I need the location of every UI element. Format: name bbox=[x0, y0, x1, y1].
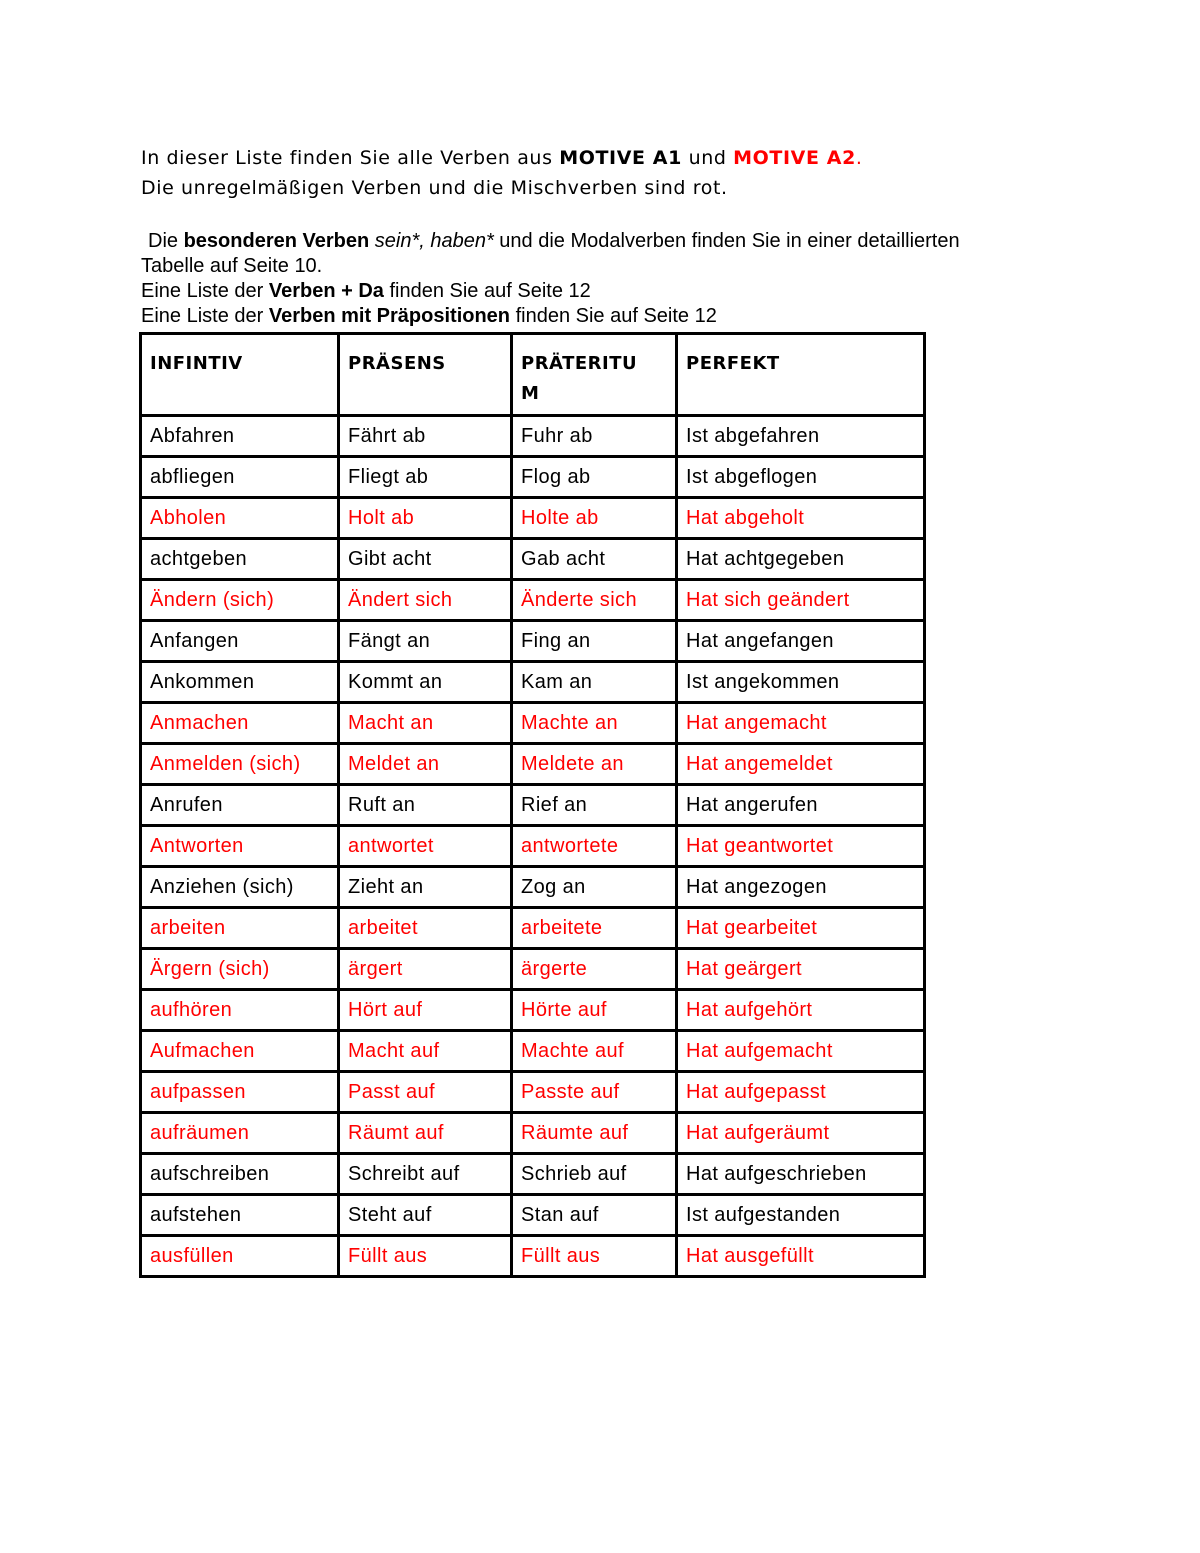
intro-line-1: In dieser Liste finden Sie alle Verben aus MOTIVE A1 und MOTIVE A2. bbox=[141, 147, 863, 169]
cell-praeteritum: Machte auf bbox=[512, 1031, 677, 1072]
cell-perfekt: Hat angefangen bbox=[677, 621, 925, 662]
cell-infinitiv: Anziehen (sich) bbox=[141, 867, 339, 908]
intro-line-6: Eine Liste der Verben mit Präpositionen finden Sie auf Seite 12 bbox=[141, 305, 717, 327]
cell-praeteritum: Zog an bbox=[512, 867, 677, 908]
cell-praesens: arbeitet bbox=[339, 908, 512, 949]
cell-perfekt: Hat geantwortet bbox=[677, 826, 925, 867]
table-row bbox=[141, 1236, 925, 1277]
cell-infinitiv: arbeiten bbox=[141, 908, 339, 949]
cell-praesens: Fährt ab bbox=[339, 416, 512, 457]
verb-table bbox=[139, 332, 926, 1278]
cell-praesens: Fängt an bbox=[339, 621, 512, 662]
header-praesens: PRÄSENS bbox=[339, 334, 512, 416]
cell-infinitiv: Abfahren bbox=[141, 416, 339, 457]
cell-praesens: Ändert sich bbox=[339, 580, 512, 621]
cell-infinitiv: Antworten bbox=[141, 826, 339, 867]
cell-perfekt: Hat gearbeitet bbox=[677, 908, 925, 949]
cell-perfekt: Hat abgeholt bbox=[677, 498, 925, 539]
cell-infinitiv: Ändern (sich) bbox=[141, 580, 339, 621]
cell-praesens: Räumt auf bbox=[339, 1113, 512, 1154]
cell-praeteritum: Flog ab bbox=[512, 457, 677, 498]
cell-praeteritum: Machte an bbox=[512, 703, 677, 744]
cell-perfekt: Hat aufgepasst bbox=[677, 1072, 925, 1113]
cell-infinitiv: abfliegen bbox=[141, 457, 339, 498]
cell-praesens: Holt ab bbox=[339, 498, 512, 539]
cell-infinitiv: achtgeben bbox=[141, 539, 339, 580]
table-row bbox=[141, 580, 925, 621]
cell-praesens: Ruft an bbox=[339, 785, 512, 826]
cell-praesens: Macht auf bbox=[339, 1031, 512, 1072]
cell-praeteritum: Hörte auf bbox=[512, 990, 677, 1031]
cell-perfekt: Ist abgeflogen bbox=[677, 457, 925, 498]
cell-praesens: Füllt aus bbox=[339, 1236, 512, 1277]
cell-infinitiv: aufpassen bbox=[141, 1072, 339, 1113]
table-row bbox=[141, 498, 925, 539]
cell-praeteritum: arbeitete bbox=[512, 908, 677, 949]
cell-praeteritum: Füllt aus bbox=[512, 1236, 677, 1277]
cell-perfekt: Hat achtgegeben bbox=[677, 539, 925, 580]
cell-perfekt: Hat angezogen bbox=[677, 867, 925, 908]
cell-praeteritum: Holte ab bbox=[512, 498, 677, 539]
cell-infinitiv: Anfangen bbox=[141, 621, 339, 662]
cell-praesens: Hört auf bbox=[339, 990, 512, 1031]
table-header-row bbox=[141, 334, 925, 416]
table-row bbox=[141, 867, 925, 908]
verb-table-body bbox=[141, 416, 925, 1277]
cell-praesens: Macht an bbox=[339, 703, 512, 744]
table-row bbox=[141, 785, 925, 826]
table-row bbox=[141, 1195, 925, 1236]
cell-praeteritum: Änderte sich bbox=[512, 580, 677, 621]
cell-infinitiv: Ankommen bbox=[141, 662, 339, 703]
cell-perfekt: Hat angemeldet bbox=[677, 744, 925, 785]
cell-infinitiv: Abholen bbox=[141, 498, 339, 539]
cell-infinitiv: aufstehen bbox=[141, 1195, 339, 1236]
table-row bbox=[141, 1072, 925, 1113]
header-perfekt: PERFEKT bbox=[677, 334, 925, 416]
cell-infinitiv: Ärgern (sich) bbox=[141, 949, 339, 990]
cell-praeteritum: Fing an bbox=[512, 621, 677, 662]
cell-perfekt: Hat angemacht bbox=[677, 703, 925, 744]
cell-infinitiv: Anmachen bbox=[141, 703, 339, 744]
table-row bbox=[141, 1154, 925, 1195]
cell-praeteritum: ärgerte bbox=[512, 949, 677, 990]
cell-perfekt: Hat ausgefüllt bbox=[677, 1236, 925, 1277]
cell-praesens: Schreibt auf bbox=[339, 1154, 512, 1195]
cell-infinitiv: aufräumen bbox=[141, 1113, 339, 1154]
cell-infinitiv: Aufmachen bbox=[141, 1031, 339, 1072]
table-row bbox=[141, 826, 925, 867]
cell-praeteritum: Fuhr ab bbox=[512, 416, 677, 457]
cell-praesens: Kommt an bbox=[339, 662, 512, 703]
cell-praesens: Passt auf bbox=[339, 1072, 512, 1113]
cell-perfekt: Hat geärgert bbox=[677, 949, 925, 990]
intro-line-3: Die besonderen Verben sein*, haben* und die Modalverben finden Sie in einer detaillierten bbox=[148, 230, 960, 252]
cell-praesens: antwortet bbox=[339, 826, 512, 867]
cell-praesens: Zieht an bbox=[339, 867, 512, 908]
cell-praesens: ärgert bbox=[339, 949, 512, 990]
header-praeteritum: PRÄTERITU M bbox=[512, 334, 677, 416]
cell-praeteritum: Rief an bbox=[512, 785, 677, 826]
table-row bbox=[141, 416, 925, 457]
table-row bbox=[141, 1113, 925, 1154]
table-row bbox=[141, 949, 925, 990]
intro-text bbox=[141, 143, 1141, 329]
cell-perfekt: Hat angerufen bbox=[677, 785, 925, 826]
cell-perfekt: Hat sich geändert bbox=[677, 580, 925, 621]
cell-praesens: Steht auf bbox=[339, 1195, 512, 1236]
intro-line-5: Eine Liste der Verben + Da finden Sie auf Seite 12 bbox=[141, 280, 591, 302]
table-row bbox=[141, 457, 925, 498]
header-infinitiv: INFINTIV bbox=[141, 334, 339, 416]
table-row bbox=[141, 1031, 925, 1072]
table-row bbox=[141, 744, 925, 785]
cell-infinitiv: ausfüllen bbox=[141, 1236, 339, 1277]
cell-perfekt: Hat aufgeschrieben bbox=[677, 1154, 925, 1195]
cell-praeteritum: Stan auf bbox=[512, 1195, 677, 1236]
cell-infinitiv: aufschreiben bbox=[141, 1154, 339, 1195]
cell-infinitiv: aufhören bbox=[141, 990, 339, 1031]
cell-perfekt: Ist abgefahren bbox=[677, 416, 925, 457]
cell-praesens: Gibt acht bbox=[339, 539, 512, 580]
cell-praeteritum: antwortete bbox=[512, 826, 677, 867]
cell-praesens: Fliegt ab bbox=[339, 457, 512, 498]
table-row bbox=[141, 621, 925, 662]
cell-praeteritum: Kam an bbox=[512, 662, 677, 703]
intro-line-4: Tabelle auf Seite 10. bbox=[141, 255, 323, 277]
table-row bbox=[141, 908, 925, 949]
cell-praeteritum: Räumte auf bbox=[512, 1113, 677, 1154]
cell-perfekt: Hat aufgemacht bbox=[677, 1031, 925, 1072]
cell-perfekt: Ist angekommen bbox=[677, 662, 925, 703]
cell-perfekt: Ist aufgestanden bbox=[677, 1195, 925, 1236]
cell-praeteritum: Passte auf bbox=[512, 1072, 677, 1113]
cell-perfekt: Hat aufgeräumt bbox=[677, 1113, 925, 1154]
cell-praeteritum: Schrieb auf bbox=[512, 1154, 677, 1195]
cell-praeteritum: Gab acht bbox=[512, 539, 677, 580]
cell-praesens: Meldet an bbox=[339, 744, 512, 785]
intro-line-2: Die unregelmäßigen Verben und die Mischverben sind rot. bbox=[141, 177, 728, 199]
cell-perfekt: Hat aufgehört bbox=[677, 990, 925, 1031]
table-row bbox=[141, 539, 925, 580]
cell-praeteritum: Meldete an bbox=[512, 744, 677, 785]
cell-infinitiv: Anrufen bbox=[141, 785, 339, 826]
cell-infinitiv: Anmelden (sich) bbox=[141, 744, 339, 785]
table-row bbox=[141, 990, 925, 1031]
table-row bbox=[141, 703, 925, 744]
table-row bbox=[141, 662, 925, 703]
